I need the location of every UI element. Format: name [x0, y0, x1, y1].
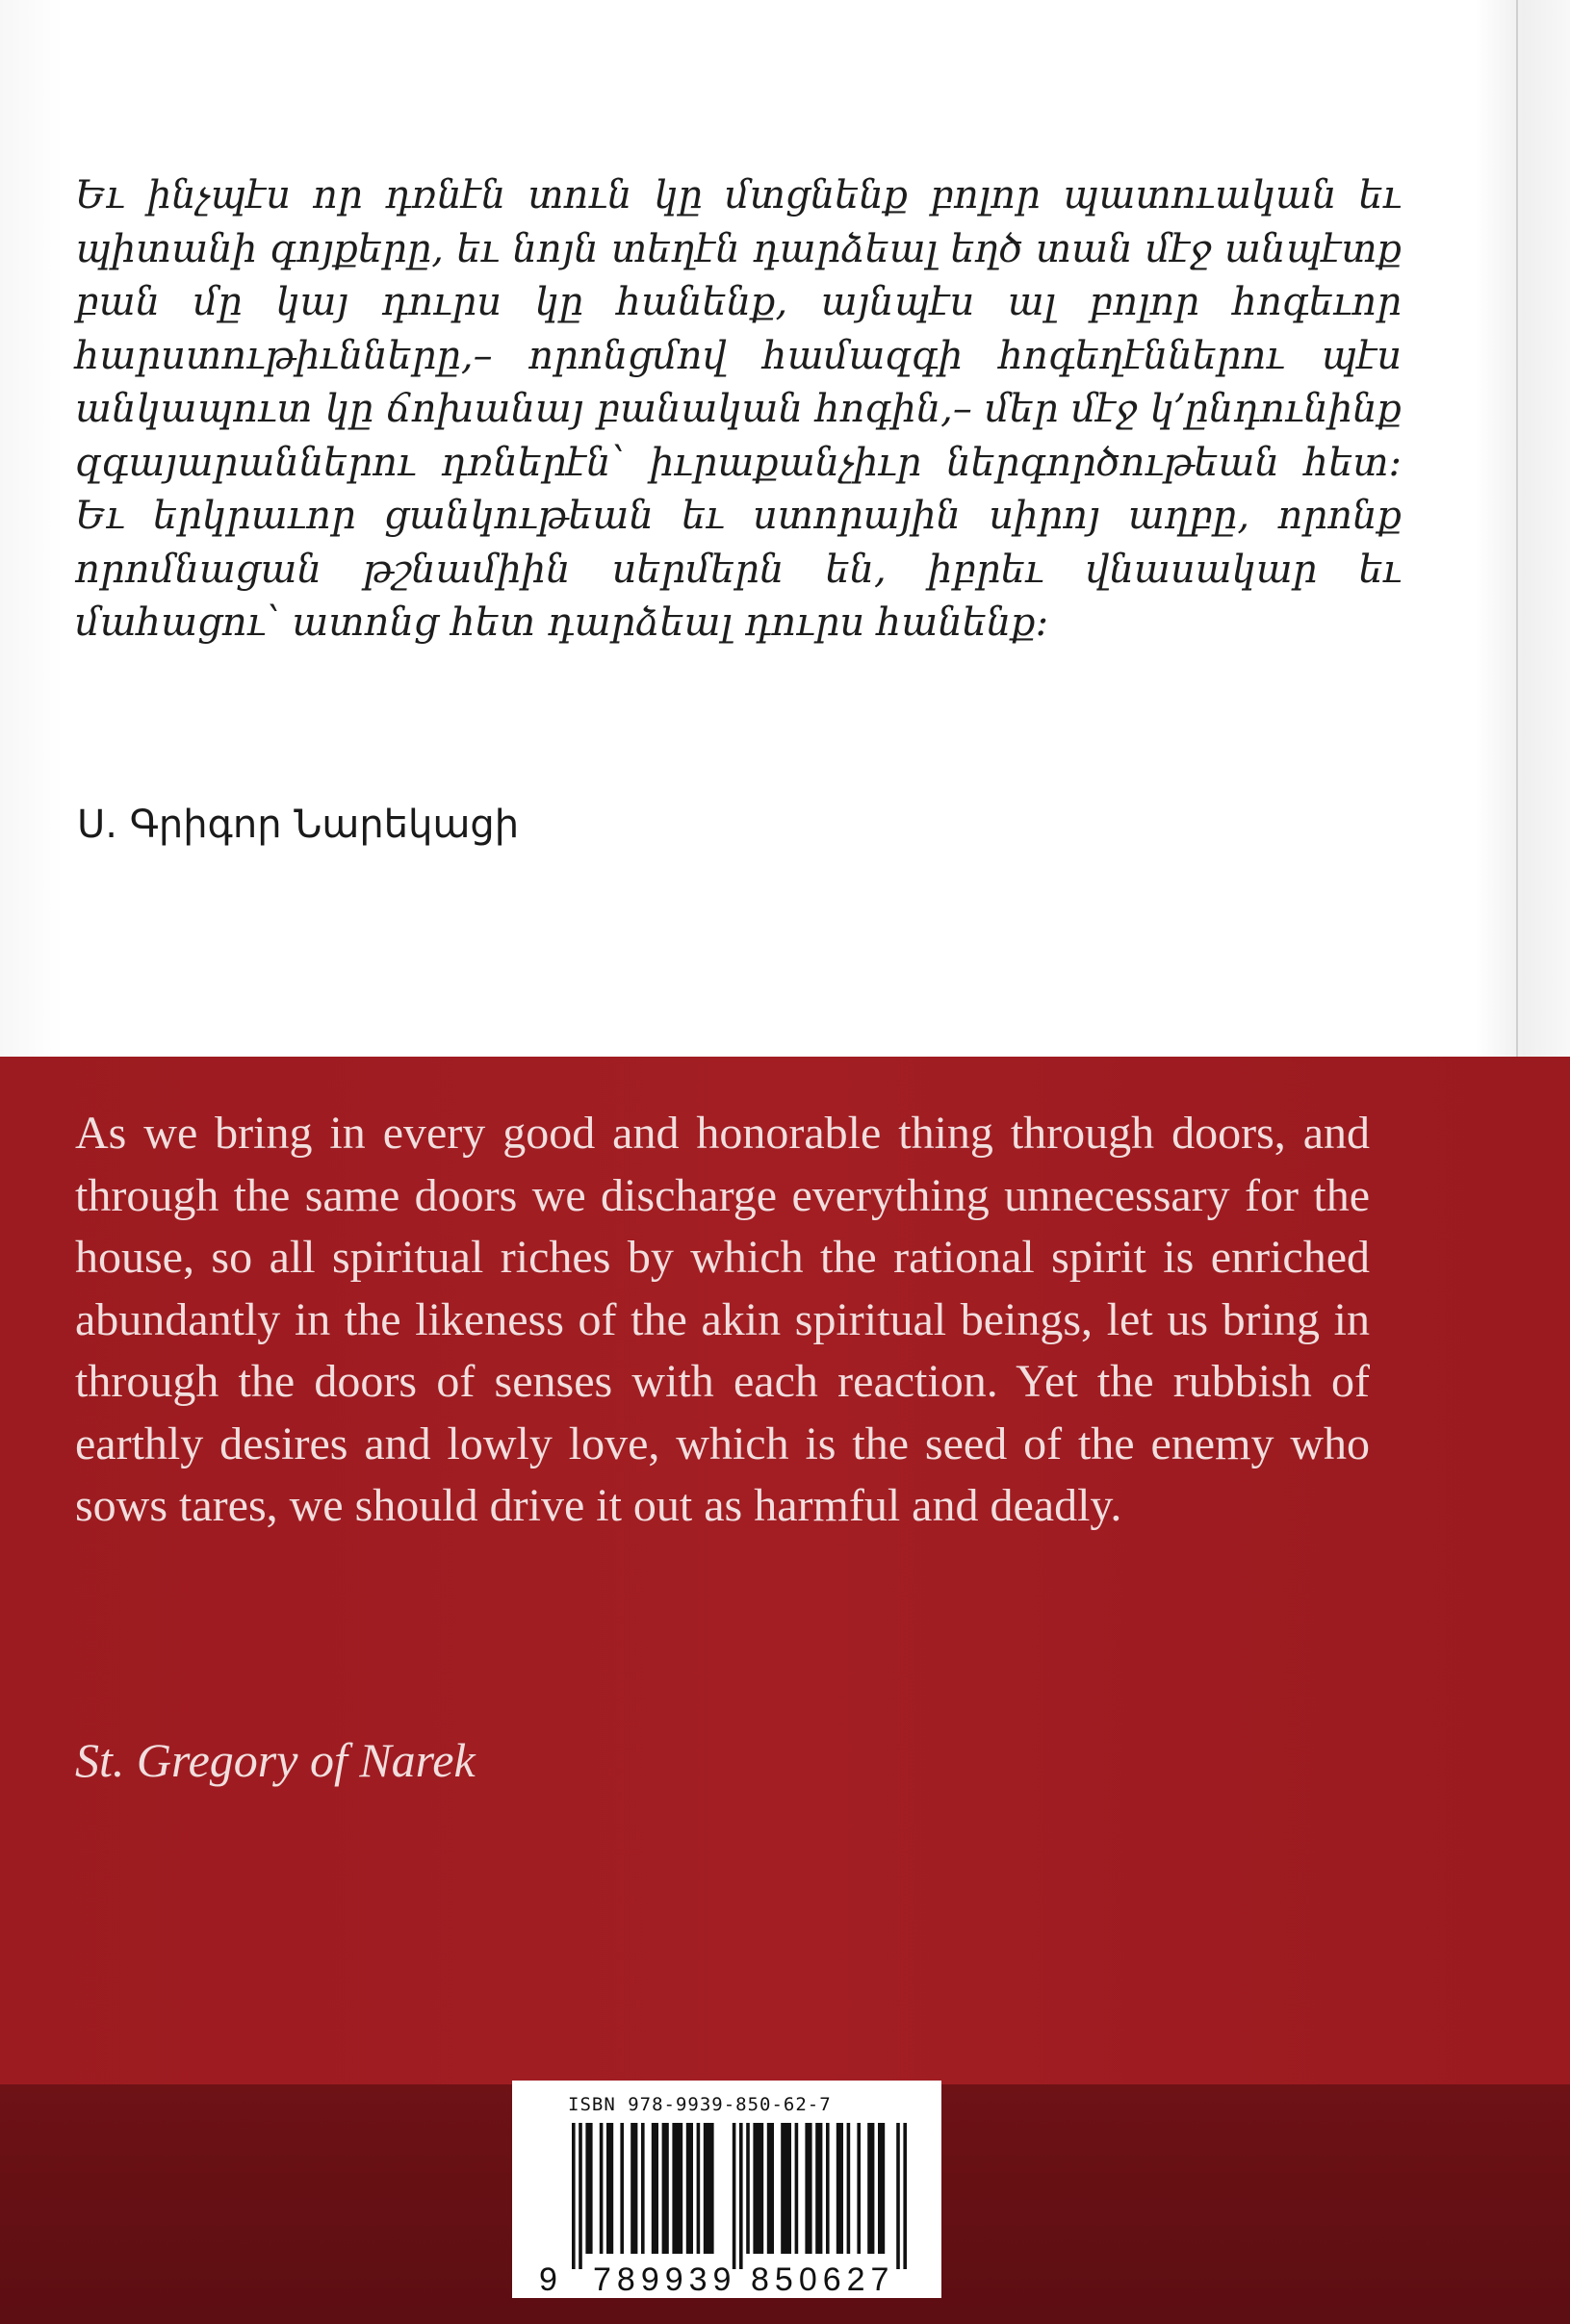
- barcode-bar: [572, 2123, 576, 2269]
- armenian-quote-text: Եւ ինչպէս որ դռնէն տուն կը մտցնենք բոլոր պատուական եւ պիտանի գոյքերը, եւ նոյն տեղէն դարձեալ եղծ տան մէջ անպէտք բան մը կայ դուրս կը հանենք, այնպէս ալ բոլոր հոգեւոր հարստութիւնները,– որոնցմով համազգի հոգեղէններու պէս անկապուտ կը ճոխանայ բանական հոգին,– մեր մէջ կ՚ընդունինք զգայարաններու դռներէն՝ իւրաքանչիւր ներգործութեան հետ: Եւ երկրաւոր ցանկութեան եւ ստորային սիրոյ աղբը, որոնք որոմնացան թշնամիին սերմերն են, իբրեւ վնասակար եւ մահացու՝ ատոնց հետ դարձեալ դուրս հանենք:: [75, 173, 1402, 645]
- barcode-bar: [867, 2123, 874, 2254]
- barcode-bar: [631, 2123, 637, 2254]
- barcode-digits-right: 850627: [751, 2261, 895, 2298]
- barcode-bar: [739, 2123, 743, 2269]
- barcode-bar: [585, 2123, 592, 2254]
- barcode-bar: [662, 2123, 669, 2254]
- barcode-bar: [896, 2123, 900, 2269]
- barcode-bar: [579, 2123, 582, 2269]
- barcode-bars: [572, 2123, 907, 2269]
- barcode-bar: [606, 2123, 613, 2254]
- barcode-bar: [805, 2123, 811, 2254]
- barcode-label: [512, 2081, 941, 2298]
- barcode-bar: [697, 2123, 701, 2254]
- english-quote-text: As we bring in every good and honorable thing through doors, and through the same doors we discharge everything unnecessary for the house, so all spiritual riches by which the rational spirit is enriched abundantly in the likeness of the akin spiritual beings, let us bring in through the doors of senses with each reaction. Yet the rubbish of earthly desires and lowly love, which is the seed of the enemy who sows tares, we should drive it out as harmful and deadly.: [75, 1108, 1370, 1531]
- barcode-bar: [652, 2123, 658, 2254]
- barcode-bar: [903, 2123, 907, 2269]
- barcode-bar: [641, 2123, 645, 2254]
- barcode-bar: [746, 2123, 750, 2254]
- barcode-bar: [686, 2123, 693, 2254]
- barcode-bar: [847, 2123, 851, 2254]
- barcode-digit-first: 9: [539, 2261, 557, 2298]
- barcode-bar: [836, 2123, 843, 2254]
- english-author-name: St. Gregory of Narek: [75, 1733, 476, 1787]
- barcode-bar: [733, 2123, 736, 2269]
- cover-red-band: [0, 1057, 1570, 2084]
- barcode-bar: [826, 2123, 830, 2254]
- barcode-digits-left: 789939: [593, 2261, 737, 2298]
- barcode-bar: [767, 2123, 774, 2254]
- armenian-author-name: Ս. Գրիգոր Նարեկացի: [77, 803, 520, 847]
- isbn-text: ISBN 978-9939-850-62-7: [568, 2094, 832, 2115]
- barcode-bar: [795, 2123, 799, 2254]
- barcode-bar: [781, 2123, 791, 2254]
- barcode-bar: [753, 2123, 763, 2254]
- barcode-bar: [672, 2123, 682, 2254]
- cover-top-white-area: [0, 0, 1570, 1057]
- barcode-graphic: [512, 2081, 941, 2298]
- barcode-bar: [815, 2123, 822, 2254]
- barcode-bar: [704, 2123, 714, 2254]
- cover-spine-edge: [1516, 0, 1518, 1057]
- barcode-bar: [878, 2123, 885, 2254]
- barcode-bar: [620, 2123, 624, 2254]
- barcode-bar: [600, 2123, 604, 2254]
- barcode-bar: [857, 2123, 861, 2254]
